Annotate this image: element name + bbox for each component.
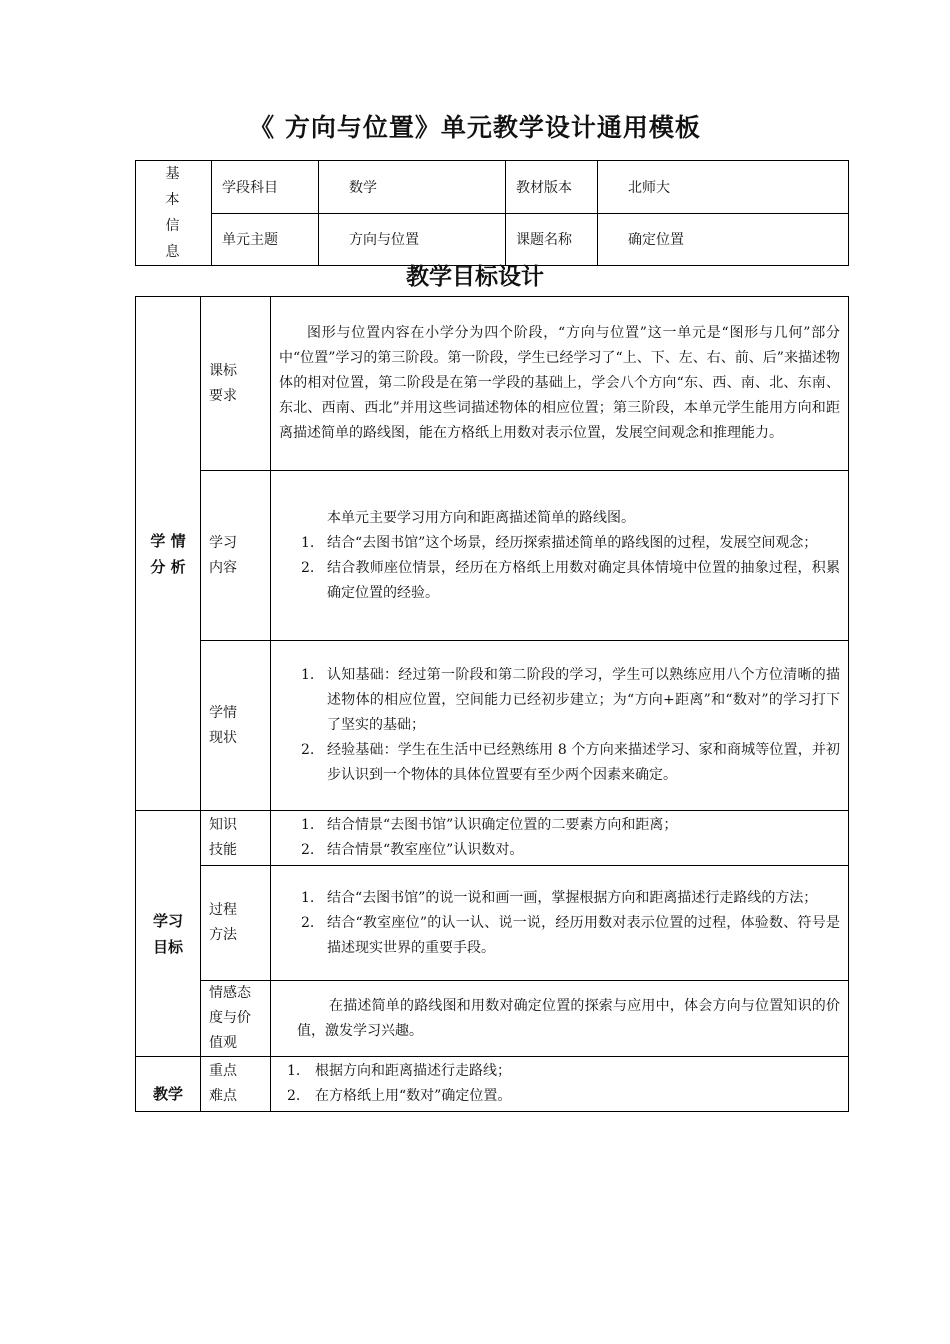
knowledge-cell	[271, 811, 849, 866]
unit-value: 方向与位置	[319, 213, 506, 266]
content-cell	[271, 471, 849, 641]
content-intro: 本单元主要学习用方向和距离描述简单的路线图。	[327, 509, 635, 526]
list-item: 1. 认知基础：经过第一阶段和第二阶段的学习，学生可以熟练应用八个方位清晰的描述物体的相应位置，空间能力已经初步建立；为“方向+距离”和“数对”的学习打下了坚实的基础；	[301, 667, 840, 733]
content-list	[279, 531, 840, 606]
subject-value: 数学	[319, 161, 506, 214]
list-item: 1. 根据方向和距离描述行走路线；	[287, 1063, 511, 1079]
list-item: 2. 结合“教室座位”的认一认、说一说，经历用数对表示位置的过程，体验数、符号是描述现实世界的重要手段。	[301, 914, 840, 956]
status-list	[279, 663, 840, 788]
list-item: 2. 结合情景“教室座位”认识数对。	[301, 842, 524, 858]
list-item: 2. 在方格纸上用“数对”确定位置。	[287, 1088, 512, 1104]
content-label: 学习 内容	[201, 471, 271, 641]
teaching-section-label: 教学	[136, 1057, 201, 1112]
process-list	[279, 886, 840, 961]
teaching-goals-table	[135, 296, 849, 1112]
process-label: 过程 方法	[201, 866, 271, 981]
emotion-text: 在描述简单的路线图和用数对确定位置的探索与应用中，体会方向与位置知识的价值，激发学习兴趣。	[271, 981, 849, 1057]
status-label: 学情 现状	[201, 641, 271, 811]
list-item: 1. 结合“去图书馆”的说一说和画一画，掌握根据方向和距离描述行走路线的方法；	[301, 889, 818, 906]
document-title: 《 方向与位置》单元教学设计通用模板	[249, 113, 701, 142]
section-title: 教学目标设计	[406, 264, 544, 290]
lesson-value: 确定位置	[598, 213, 849, 266]
emotion-label: 情感态 度与价 值观	[201, 981, 271, 1057]
goals-section-label: 学习 目标	[136, 811, 201, 1057]
status-cell	[271, 641, 849, 811]
lesson-label: 课题名称	[506, 213, 598, 266]
basic-info-label: 基 本 信 息	[136, 161, 212, 266]
curriculum-text: 图形与位置内容在小学分为四个阶段，“方向与位置”这一单元是“图形与几何”部分中“位置”学习的第三阶段。第一阶段，学生已经学习了“上、下、左、右、前、后”来描述物体的相对位置，第二阶段是在第一学段的基础上，学会八个方向“东、西、南、北、东南、东北、西南、西北”并用这些词描述物体的相应位置；第三阶段，本单元学生能用方向和距离描述简单的路线图，能在方格纸上用数对表示位置，发展空间观念和推理能力。	[271, 297, 849, 471]
analysis-section-label: 学 情 分 析	[136, 297, 201, 811]
subject-label: 学段科目	[212, 161, 319, 214]
knowledge-label: 知识 技能	[201, 811, 271, 866]
unit-label: 单元主题	[212, 213, 319, 266]
basic-info-table	[135, 160, 849, 266]
edition-value: 北师大	[598, 161, 849, 214]
edition-label: 教材版本	[506, 161, 598, 214]
key-points-list	[279, 1059, 840, 1109]
list-item: 1. 结合“去图书馆”这个场景，经历探索描述简单的路线图的过程，发展空间观念；	[301, 534, 818, 551]
list-item: 2. 结合教师座位情景，经历在方格纸上用数对确定具体情境中位置的抽象过程，积累确定位置的经验。	[301, 559, 840, 601]
curriculum-label: 课标 要求	[201, 297, 271, 471]
list-item: 1. 结合情景“去图书馆”认识确定位置的二要素方向和距离；	[301, 817, 678, 833]
knowledge-list	[279, 813, 840, 863]
process-cell	[271, 866, 849, 981]
list-item: 2. 经验基础：学生在生活中已经熟练用 8 个方向来描述学习、家和商城等位置，并初步认识到一个物体的具体位置要有至少两个因素来确定。	[301, 742, 840, 783]
key-points-label: 重点 难点	[201, 1057, 271, 1112]
key-points-cell	[271, 1057, 849, 1112]
